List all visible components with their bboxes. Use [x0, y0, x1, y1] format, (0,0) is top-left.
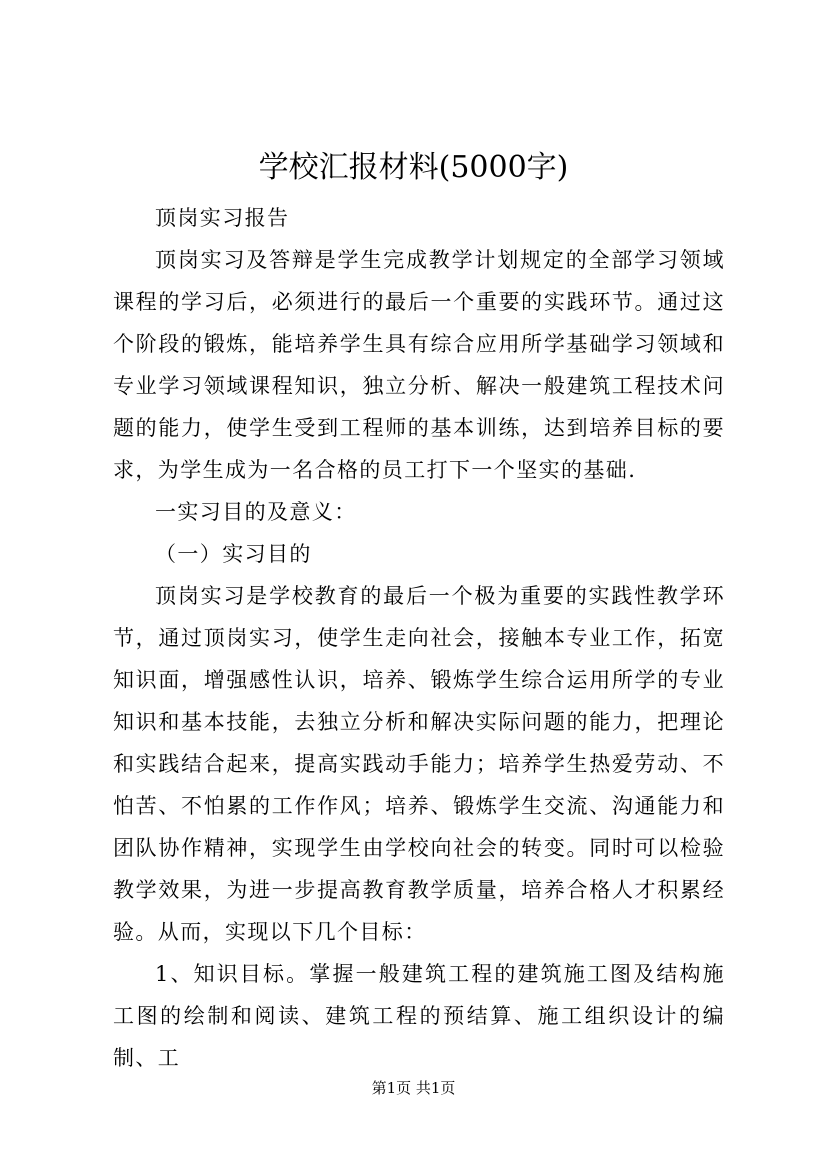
document-body [113, 197, 725, 1079]
paragraph-goal: 顶岗实习是学校教育的最后一个极为重要的实践性教学环节，通过顶岗实习，使学生走向社会，接触本专业工作，拓宽知识面，增强感性认识，培养、锻炼学生综合运用所学的专业知识和基本技能，去独立分析和解决实际问题的能力，把理论和实践结合起来，提高实践动手能力；培养学生热爱劳动、不怕苦、不怕累的工作作风；培养、锻炼学生交流、沟通能力和团队协作精神，实现学生由学校向社会的转变。同时可以检验教学效果，为进一步提高教育教学质量，培养合格人才积累经验。从而，实现以下几个目标： [113, 584, 725, 944]
page-footer: 第1页 共1页 [371, 1079, 456, 1097]
paragraph-intro: 顶岗实习及答辩是学生完成教学计划规定的全部学习领域课程的学习后，必须进行的最后一个重要的实践环节。通过这个阶段的锻炼，能培养学生具有综合应用所学基础学习领域和专业学习领域课程知识，独立分析、解决一般建筑工程技术问题的能力，使学生受到工程师的基本训练，达到培养目标的要求，为学生成为一名合格的员工打下一个坚实的基础. [113, 248, 725, 482]
section-heading-purpose: 一实习目的及意义： [155, 500, 357, 524]
paragraph-knowledge-goal: 1、知识目标。掌握一般建筑工程的建筑施工图及结构施工图的绘制和阅读、建筑工程的预结算、施工组织设计的编制、工 [113, 962, 725, 1070]
section-heading-report: 顶岗实习报告 [155, 206, 290, 230]
subsection-heading-goal: （一）实习目的 [155, 542, 312, 566]
page-title: 学校汇报材料(5000字) [258, 150, 569, 185]
